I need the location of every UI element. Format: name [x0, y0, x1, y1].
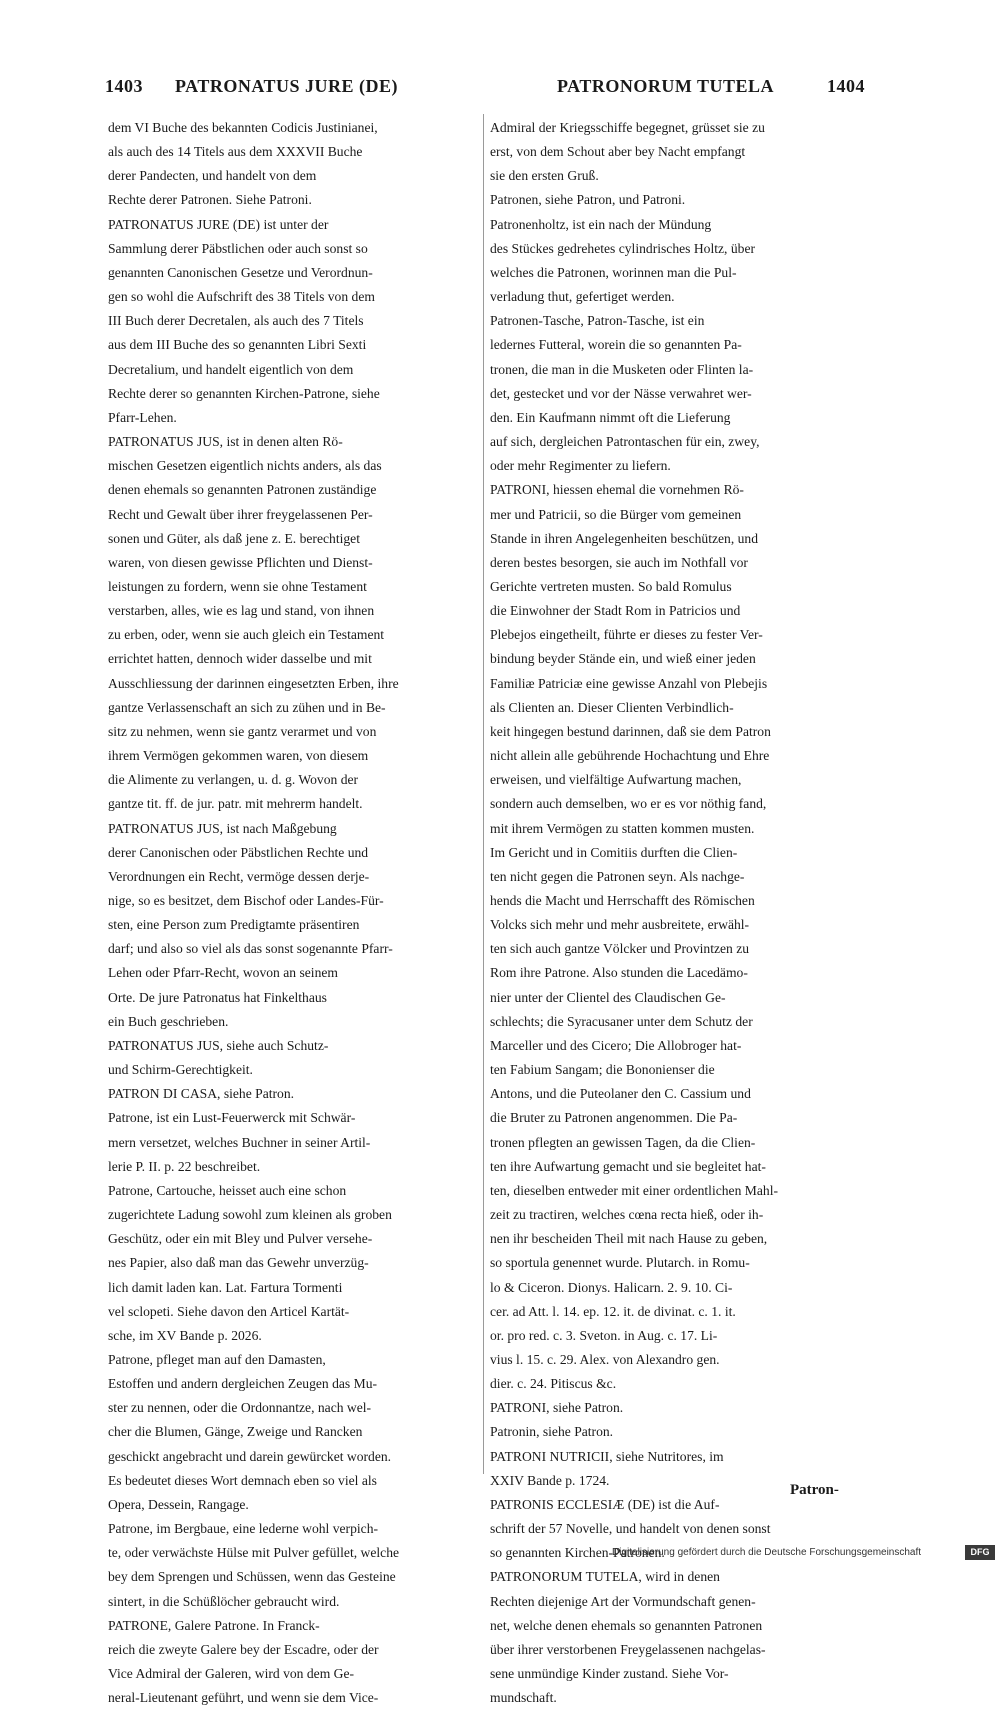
text-line: Verordnungen ein Recht, vermöge dessen derje- [108, 868, 370, 884]
text-line: denen ehemals so genannten Patronen zuständige [108, 482, 377, 498]
text-line: derer Canonischen oder Päbstlichen Rechte und [108, 844, 369, 860]
text-line: Stande in ihren Angelegenheiten beschützen, und [490, 530, 759, 546]
text-line: Patrone, pfleget man auf den Damasten, [108, 1351, 326, 1367]
text-line: sene unmündige Kinder zustand. Siehe Vor- [490, 1666, 729, 1681]
text-line: Patrone, Cartouche, heisset auch eine schon [108, 1182, 347, 1198]
text-line: Rom ihre Patrone. Also stunden die Lacedämo- [490, 965, 748, 981]
text-line: or. pro red. c. 3. Sveton. in Aug. c. 17. Li- [490, 1327, 718, 1343]
text-line: Rechten diejenige Art der Vormundschaft genen- [490, 1593, 756, 1609]
text-line: ihrem Vermögen gekommen waren, von diesem [108, 748, 369, 764]
text-line: ein Buch geschrieben. [108, 1013, 229, 1029]
text-line: über ihrer verstorbenen Freygelassenen nachgelas- [490, 1641, 766, 1657]
text-line: tronen, die man in die Musketen oder Flinten la- [490, 361, 754, 377]
text-line: XXIV Bande p. 1724. [490, 1472, 610, 1488]
text-line: Opera, Dessein, Rangage. [108, 1496, 249, 1512]
text-line: Antons, und die Puteolaner den C. Cassium und [490, 1086, 751, 1102]
text-line: nes Papier, also daß man das Gewehr unverzüg- [108, 1255, 369, 1271]
text-line: nige, so es besitzet, dem Bischof oder Landes-Für- [108, 893, 384, 908]
text-line: waren, von diesen gewisse Pflichten und Dienst- [108, 554, 373, 570]
text-line: erst, von dem Schout aber bey Nacht empfangt [490, 144, 746, 160]
text-line: PATRONATUS JURE (DE) ist unter der [108, 216, 329, 232]
text-line: oder mehr Regimenter zu liefern. [490, 458, 671, 474]
page-number-right: 1404 [827, 76, 865, 96]
text-line: schrift der 57 Novelle, und handelt von denen sonst [490, 1521, 771, 1537]
text-line: bey dem Sprengen und Schüssen, wenn das Gesteine [108, 1569, 396, 1585]
text-line: so sportula genennet wurde. Plutarch. in Romu- [490, 1255, 750, 1271]
text-line: mern versetzet, welches Buchner in seiner Artil- [108, 1134, 371, 1150]
text-line: zu erben, oder, wenn sie auch gleich ein Testament [108, 627, 385, 643]
text-line: neral-Lieutenant geführt, und wenn sie dem Vice- [108, 1690, 379, 1706]
text-line: cer. ad Att. l. 14. ep. 12. it. de divinat. c. 1. it. [490, 1303, 736, 1319]
text-line: det, gestecket und vor der Nässe verwahret wer- [490, 385, 752, 401]
text-line: Patrone, ist ein Lust-Feuerwerck mit Schwär- [108, 1110, 356, 1126]
text-line: die Bruter zu Patronen angenommen. Die Pa- [490, 1110, 738, 1126]
text-line: ten ihre Aufwartung gemacht und sie begleitet hat- [490, 1158, 766, 1174]
text-line: sondern auch demselben, wo er es vor nöthig fand, [490, 796, 767, 812]
text-line: Patronenholtz, ist ein nach der Mündung [490, 216, 712, 232]
text-line: sche, im XV Bande p. 2026. [108, 1327, 262, 1343]
text-line: PATRONI NUTRICII, siehe Nutritores, im [490, 1448, 724, 1464]
text-line: gantze tit. ff. de jur. patr. mit mehrerm handelt. [108, 796, 363, 812]
header-title-left: PATRONATUS JURE (DE) [175, 76, 399, 96]
text-line: gen so wohl die Aufschrift des 38 Titels von dem [108, 289, 375, 305]
text-line: nicht allein alle gebührende Hochachtung und Ehre [490, 748, 770, 764]
text-line: Gerichte vertreten musten. So bald Romulus [490, 578, 732, 594]
text-line: net, welche denen ehemals so genannten Patronen [490, 1617, 763, 1633]
text-line: Marceller und des Cicero; Die Allobroger hat- [490, 1037, 742, 1053]
text-line: tronen pflegten an gewissen Tagen, da die Clien- [490, 1134, 756, 1150]
text-line: mischen Gesetzen eigentlich nichts anders, als das [108, 458, 382, 474]
right-column [490, 116, 862, 1710]
text-line: nen ihr bescheiden Theil mit nach Hause zu geben, [490, 1231, 768, 1247]
text-line: reich die zweyte Galere bey der Escadre, oder der [108, 1641, 379, 1657]
text-line: Admiral der Kriegsschiffe begegnet, grüsset sie zu [490, 120, 765, 135]
text-line: Patronen, siehe Patron, und Patroni. [490, 192, 686, 208]
text-line: Familiæ Patriciæ eine gewisse Anzahl von Plebejis [490, 675, 768, 691]
text-line: Rechte derer so genannten Kirchen-Patrone, siehe [108, 385, 380, 401]
text-line: mit ihrem Vermögen zu statten kommen musten. [490, 820, 755, 836]
text-line: sten, eine Person zum Predigtamte präsentiren [108, 917, 360, 933]
text-line: ledernes Futteral, worein die so genannten Pa- [490, 337, 742, 353]
text-line: Volcks sich mehr und mehr ausbreitete, erwähl- [490, 917, 750, 933]
text-line: Pfarr-Lehen. [108, 409, 177, 425]
text-line: und Schirm-Gerechtigkeit. [108, 1062, 253, 1078]
text-line: PATRONATUS JUS, ist nach Maßgebung [108, 820, 337, 836]
text-line: Ausschliessung der darinnen eingesetzten Erben, ihre [108, 675, 399, 691]
text-line: Orte. De jure Patronatus hat Finkelthaus [108, 989, 327, 1005]
text-line: gantze Verlassenschaft an sich zu zühen und in Be- [108, 699, 386, 715]
text-line: geschickt angebracht und darein gewürcket worden. [108, 1448, 392, 1464]
text-line: so genannten Kirchen-Patronen. [490, 1545, 665, 1561]
text-line: aus dem III Buche des so genannten Libri Sexti [108, 337, 367, 353]
text-line: ten, dieselben entweder mit einer ordentlichen Mahl- [490, 1182, 779, 1198]
text-line: Patronin, siehe Patron. [490, 1424, 614, 1440]
text-line: PATRONATUS JUS, ist in denen alten Rö- [108, 434, 343, 450]
text-line: Estoffen und andern dergleichen Zeugen das Mu- [108, 1376, 378, 1392]
text-line: vel sclopeti. Siehe davon den Articel Kartät- [108, 1303, 350, 1319]
text-line: die Alimente zu verlangen, u. d. g. Wovon der [108, 772, 359, 788]
running-header [105, 72, 865, 102]
text-line: errichtet hatten, dennoch wider dasselbe und mit [108, 651, 372, 667]
text-line: die Einwohner der Stadt Rom in Patricios und [490, 603, 741, 619]
text-line: Recht und Gewalt über ihrer freygelassenen Per- [108, 506, 373, 522]
left-column [108, 116, 480, 1710]
text-line: zugerichtete Ladung sowohl zum kleinen als groben [108, 1207, 392, 1223]
text-line: vius l. 15. c. 29. Alex. von Alexandro gen. [490, 1351, 720, 1367]
text-line: verstarben, alles, wie es lag und stand, von ihnen [108, 603, 375, 619]
text-line: dier. c. 24. Pitiscus &c. [490, 1376, 617, 1392]
text-line: ten sich auch gantze Völcker und Provintzen zu [490, 941, 750, 957]
text-line: lerie P. II. p. 22 beschreibet. [108, 1158, 261, 1174]
text-line: erweisen, und vielfältige Aufwartung machen, [490, 772, 742, 788]
text-line: deren bestes besorgen, sie auch im Nothfall vor [490, 554, 748, 570]
text-line: hends die Macht und Herrschafft des Römischen [490, 893, 755, 908]
text-line: te, oder verwächste Hülse mit Pulver gefüllet, welche [108, 1545, 400, 1561]
text-line: welches die Patronen, worinnen man die Pul- [490, 264, 737, 280]
page-number-left: 1403 [105, 76, 143, 96]
text-line: sitz zu nehmen, wenn sie gantz verarmet und von [108, 723, 377, 739]
text-line: des Stückes gedrehetes cylindrisches Holtz, über [490, 240, 755, 256]
text-line: mer und Patricii, so die Bürger vom gemeinen [490, 506, 742, 522]
text-line: PATRONATUS JUS, siehe auch Schutz- [108, 1037, 329, 1053]
text-line: als Clienten an. Dieser Clienten Verbindlich- [490, 699, 734, 715]
text-line: Rechte derer Patronen. Siehe Patroni. [108, 192, 312, 208]
text-line: zeit zu tractiren, welches cœna recta hieß, oder ih- [490, 1207, 764, 1223]
text-line: mundschaft. [490, 1690, 557, 1706]
text-line: Decretalium, und handelt eigentlich von dem [108, 361, 354, 377]
text-line: Es bedeutet dieses Wort demnach eben so viel als [108, 1472, 377, 1488]
credit-text: Digitalisierung gefördert durch die Deutsche Forschungsgemeinschaft [612, 1547, 922, 1558]
text-line: III Buch derer Decretalen, als auch des 7 Titels [108, 313, 364, 329]
digitization-credit [612, 1544, 995, 1562]
text-line: lich damit laden kan. Lat. Fartura Tormenti [108, 1279, 343, 1295]
text-line: ten nicht gegen die Patronen seyn. Als nachge- [490, 868, 745, 884]
text-line: dem VI Buche des bekannten Codicis Justinianei, [108, 120, 378, 135]
text-line: PATRONE, Galere Patrone. In Franck- [108, 1617, 320, 1633]
text-line: Patronen-Tasche, Patron-Tasche, ist ein [490, 313, 705, 329]
header-title-right: PATRONORUM TUTELA [557, 76, 775, 96]
text-line: als auch des 14 Titels aus dem XXXVII Buche [108, 144, 363, 160]
text-line: sie den ersten Gruß. [490, 168, 599, 184]
text-line: den. Ein Kaufmann nimmt oft die Lieferung [490, 409, 731, 425]
text-line: lo & Ciceron. Dionys. Halicarn. 2. 9. 10. Ci- [490, 1279, 733, 1295]
text-line: keit hingegen bestund darinnen, daß sie dem Patron [490, 723, 771, 739]
text-line: auf sich, dergleichen Patrontaschen für ein, zwey, [490, 434, 760, 450]
text-line: sonen und Güter, als daß jene z. E. berechtiget [108, 530, 360, 546]
text-line: schlechts; die Syracusaner unter dem Schutz der [490, 1013, 753, 1029]
text-line: genannten Canonischen Gesetze und Verordnun- [108, 264, 373, 280]
text-line: Geschütz, oder ein mit Bley und Pulver versehe- [108, 1231, 373, 1247]
text-line: Lehen oder Pfarr-Recht, wovon an seinem [108, 965, 338, 981]
text-line: PATRONORUM TUTELA, wird in denen [490, 1569, 720, 1585]
text-line: verladung thut, gefertiget werden. [490, 289, 675, 305]
text-line: leistungen zu fordern, wenn sie ohne Testament [108, 578, 367, 594]
text-line: cher die Blumen, Gänge, Zweige und Rancken [108, 1424, 363, 1440]
text-line: derer Pandecten, und handelt von dem [108, 168, 317, 184]
text-line: sintert, in die Schüßlöcher gebraucht wird. [108, 1593, 340, 1609]
text-line: bindung beyder Stände ein, und wieß einer jeden [490, 651, 756, 667]
text-line: PATRON DI CASA, siehe Patron. [108, 1086, 295, 1102]
text-line: Sammlung derer Päbstlichen oder auch sonst so [108, 240, 368, 256]
dfg-logo: DFG [965, 1545, 995, 1560]
column-divider [483, 114, 484, 1474]
text-line: Patrone, im Bergbaue, eine lederne wohl verpich- [108, 1521, 379, 1537]
text-line: darf; und also so viel als das sonst sogenannte Pfarr- [108, 941, 393, 957]
text-line: nier unter der Clientel des Claudischen Ge- [490, 989, 726, 1005]
catchword: Patron- [790, 1482, 839, 1498]
text-line: Plebejos eingetheilt, führte er dieses zu fester Ver- [490, 627, 763, 643]
text-line: ten Fabium Sangam; die Bononienser die [490, 1062, 715, 1078]
text-line: PATRONI, hiessen ehemal die vornehmen Rö- [490, 482, 744, 498]
text-line: ster zu nennen, oder die Ordonnantze, nach wel- [108, 1400, 372, 1416]
text-line: Im Gericht und in Comitiis durften die Clien- [490, 844, 738, 860]
text-line: PATRONIS ECCLESIÆ (DE) ist die Auf- [490, 1496, 720, 1512]
text-line: PATRONI, siehe Patron. [490, 1400, 624, 1416]
text-line: Vice Admiral der Galeren, wird von dem Ge- [108, 1666, 355, 1681]
